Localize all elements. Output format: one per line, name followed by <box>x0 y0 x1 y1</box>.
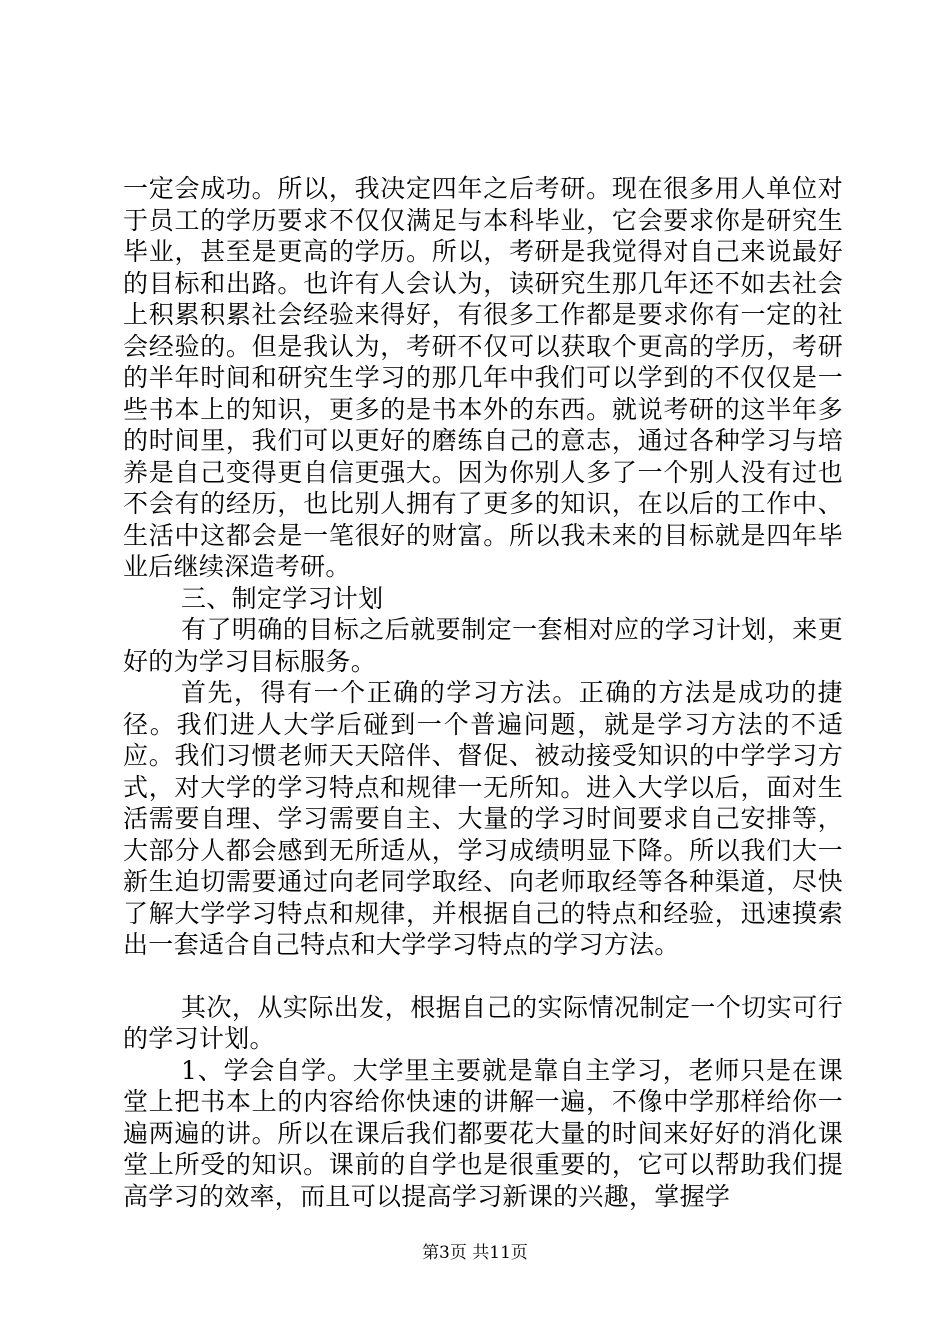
paragraph-practical-plan: 其次，从实际出发，根据自己的实际情况制定一个切实可行的学习计划。 <box>123 992 843 1053</box>
paragraph-self-study: 1、学会自学。大学里主要就是靠自主学习，老师只是在课堂上把书本上的内容给你快速的讲解一遍，不像中学那样给你一遍两遍的讲。所以在课后我们都要花大量的时间来好好的消化课堂上所受的知识。课前的自学也是很重要的，它可以帮助我们提高学习的效率，而且可以提高学习新课的兴趣，掌握学 <box>123 1055 843 1211</box>
page-footer: 第3页 共11页 <box>422 1243 528 1263</box>
document-body <box>123 173 843 1212</box>
paragraph-goal-plan: 有了明确的目标之后就要制定一套相对应的学习计划，来更好的为学习目标服务。 <box>123 615 843 676</box>
paragraph-learning-method: 首先，得有一个正确的学习方法。正确的方法是成功的捷径。我们进人大学后碰到一个普遍问题，就是学习方法的不适应。我们习惯老师天天陪伴、督促、被动接受知识的中学学习方式，对大学的学习特点和规律一无所知。进入大学以后，面对生活需要自理、学习需要自主、大量的学习时间要求自己安排等，大部分人都会感到无所适从，学习成绩明显下降。所以我们大一新生迫切需要通过向老同学取经、向老师取经等各种渠道，尽快了解大学学习特点和规律，并根据自己的特点和经验，迅速摸索出一套适合自己特点和大学学习特点的学习方法。 <box>123 678 843 959</box>
section-heading: 三、制定学习计划 <box>181 583 384 613</box>
paragraph-continuation: 一定会成功。所以，我决定四年之后考研。现在很多用人单位对于员工的学历要求不仅仅满足与本科毕业，它会要求你是研究生毕业，甚至是更高的学历。所以，考研是我觉得对自己来说最好的目标和出路。也许有人会认为，读研究生那几年还不如去社会上积累积累社会经验来得好，有很多工作都是要求你有一定的社会经验的。但是我认为，考研不仅可以获取个更高的学历，考研的半年时间和研究生学习的那几年中我们可以学到的不仅仅是一些书本上的知识，更多的是书本外的东西。就说考研的这半年多的时间里，我们可以更好的磨练自己的意志，通过各种学习与培养是自己变得更自信更强大。因为你别人多了一个别人没有过也不会有的经历，也比别人拥有了更多的知识，在以后的工作中、生活中这都会是一笔很好的财富。所以我未来的目标就是四年毕业后继续深造考研。 <box>123 174 843 581</box>
